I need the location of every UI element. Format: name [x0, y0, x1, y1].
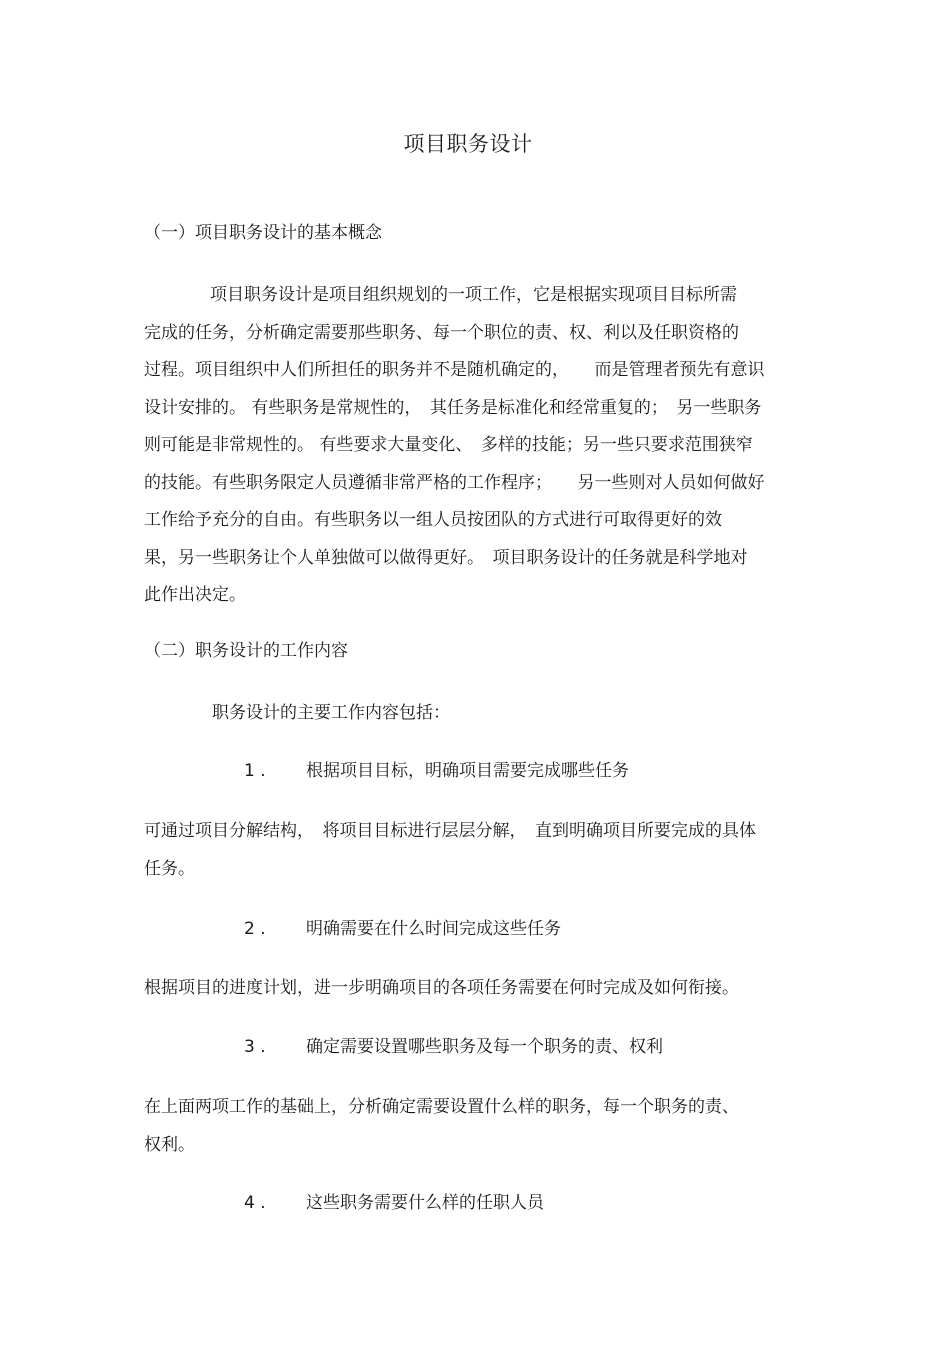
list-item-title: 根据项目目标，明确项目需要完成哪些任务	[306, 761, 629, 781]
list-item-heading	[244, 1036, 663, 1058]
paragraph-line: 完成的任务，分析确定需要那些职务、每一个职位的责、权、利以及任职资格的	[144, 322, 739, 343]
list-item-number: 2 .	[244, 919, 266, 939]
paragraph-line: 则可能是非常规性的。 有些要求大量变化、 多样的技能；另一些只要求范围狭窄	[144, 435, 753, 455]
document-title: 项目职务设计	[403, 132, 533, 156]
paragraph-line: 项目职务设计是项目组织规划的一项工作，它是根据实现项目目标所需	[210, 285, 737, 305]
paragraph-line: 任务。	[144, 858, 195, 879]
paragraph-line: 可通过项目分解结构， 将项目目标进行层层分解， 直到明确项目所要完成的具体	[144, 821, 756, 841]
list-item-heading	[244, 918, 561, 940]
paragraph-line: 过程。项目组织中人们所担任的职务并不是随机确定的， 而是管理者预先有意识	[144, 360, 765, 380]
list-item-title: 这些职务需要什么样的任职人员	[306, 1193, 544, 1213]
list-item-description	[144, 1096, 739, 1171]
paragraph-line: 工作给予充分的自由。有些职务以一组人员按团队的方式进行可取得更好的效	[144, 510, 722, 530]
section-heading-work-content: （二）职务设计的工作内容	[144, 641, 348, 661]
list-item-number: 4 .	[244, 1193, 266, 1213]
list-item-title: 明确需要在什么时间完成这些任务	[306, 919, 561, 939]
list-item-heading	[244, 1192, 544, 1214]
paragraph-line: 果，另一些职务让个人单独做可以做得更好。 项目职务设计的任务就是科学地对	[144, 547, 748, 568]
paragraph-line: 权利。	[144, 1134, 195, 1155]
paragraph-line: 的技能。有些职务限定人员遵循非常严格的工作程序； 另一些则对人员如何做好	[144, 472, 765, 493]
list-item-number: 1 .	[244, 761, 266, 781]
list-item-heading	[244, 760, 629, 782]
list-item-title: 确定需要设置哪些职务及每一个职务的责、权利	[306, 1037, 663, 1057]
list-item-number: 3 .	[244, 1037, 266, 1057]
section1-paragraph	[144, 284, 765, 622]
list-item-description	[144, 977, 739, 1015]
paragraph-line: 设计安排的。 有些职务是常规性的， 其任务是标准化和经常重复的； 另一些职务	[144, 397, 762, 418]
list-item-description	[144, 820, 756, 895]
section2-intro: 职务设计的主要工作内容包括：	[212, 703, 450, 723]
paragraph-line: 在上面两项工作的基础上，分析确定需要设置什么样的职务，每一个职务的责、	[144, 1097, 739, 1117]
paragraph-line: 根据项目的进度计划，进一步明确项目的各项任务需要在何时完成及如何衔接。	[144, 978, 739, 998]
paragraph-line: 此作出决定。	[144, 585, 246, 605]
section-heading-basic-concept: （一）项目职务设计的基本概念	[144, 223, 382, 243]
